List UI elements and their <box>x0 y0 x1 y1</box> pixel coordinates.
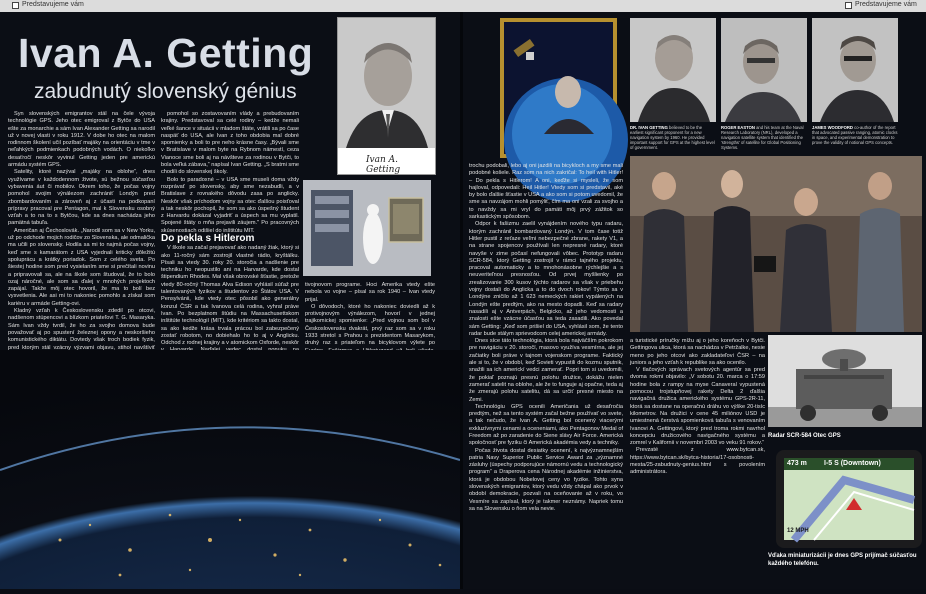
portrait-woodford <box>812 18 898 122</box>
paragraph: pomohol so zostavovaním vlády a prebudovaním krajiny. Predstavoval sa celé rodiny – kedže nemali veľké šance v situácii v mladom štáte, vrátili sa po čase naspäť do USA, ale Ivan z toho obdobia mal dobré spomienky a boli to pre neho krásne časy. „Bývali sme v Bratislave v malom byte na Rybnom námestí, ceza Vianoce sme boli aj na návšteve za rodinou v Bytči, to bola veľká zábava,“ napísal Ivan Getting. „S bratmi sme chodili do slovenskej školy. <box>161 111 299 176</box>
caption-text: believed to be the earliest significant proponent for a new navigation system by 1960. He provided important support for GPS at the highest level of government. <box>630 125 715 150</box>
column-1 <box>8 111 155 351</box>
portrait-illustration <box>338 18 435 174</box>
caption-text: and his team at the Naval Research Laboratory (NRL), developed a navigation satellite system that identified the 'strengths' of satellite for Global Positioning Systems. <box>721 125 804 150</box>
paragraph: trochu podobali, lebo aj oni jazdili na bicykloch a my sme mali podobné košele. Raz som na nich zakričal: To heil with Hitler! – Do pekla s Hitlerom! A oni, keďže si mysleli, že som hajloval, odpovedali: Heil Hitler! Vtedy som si predstavil, aké by bolo ďalšie šťastie v USA a ako som si potom uvedomil, že sme sa navzájom mohli pomýliť, čím ma oni vzali za svojho a to navždy sa mi vryl do pamäti môj prvý zážitok so sarkastickým spôsobom. <box>469 163 623 221</box>
article-title: Ivan A. Getting <box>18 30 314 76</box>
paragraph: Odpor k fašizmu zaelil vynájdením nového typu radaru, ktorým zachránil bombardovaný Londýn. V tom čase totiž Hitler pustil z reťaze veľmi nebezpečné zbrane, rakety V1, a na strane spojencov používali len nepresné radary, ktoré navyše v zime počasí nefungovali vôbec. Prototyp radaru SCR-584, ktorý Getting zostrojil v rámci tajného projektu, pracoval automaticky a to mnohonásobne rýchlejšie a s neuveriteľnou presnosťou. Od prvej myšlienky po zrealizovanie 300 kusov týchto radarov sa však v priebehu vojny dostali do Anglicka a to do dvoch rokov! Týmto sa v Londýne zničilo až 1 623 nemeckých rakiet vypálených na Londýn ešte predtým, ako na mesto dopadli. Keď sa radary nasadili aj v Antverpách, Belgicko, až jeho vedomosti a znalosti ešte vzácne účasťou sa teda zasadili. Ako povedal sám Getting: „Keď som prišiel do USA, vyhlásil som, že tento radar bude stálym sprievodcom celej americkej armády. <box>469 221 623 337</box>
caption-getting <box>630 125 716 150</box>
paragraph: Američan aj Čechoslovák. „Narodil som sa v New Yorku, už po odchode mojich rodičov zo Slovenska, ale odmalička ma učili po slovensky. Hodila sa mi to najmä počas vojny, keď sme s kamarátom z USA vyjednali kriticky dôležitú spoluprácu a krátky poriadok. Som z celého sveta. Po šiestej hodine som pred vysielaním sme si prečítali novinu a pripravovali sa, ale na škole som študoval, že to bolo ozaj náročné, ale som sa ďalej v mnohých projektoch zapájal. Takže môj otec hovoril, že ma to bolí bez vysvetlenia. Ale asi mi to nakoniec pomohlo a získal som kariéru v armáde Getting-ovi. <box>8 227 155 307</box>
paragraph: Prevzaté z www.bytcan.sk, https://www.bytcan.sk/bytca-historia/17-osobnosti-mesta/25-zabudnuty-genius.html s povolením administrátora. <box>630 447 765 476</box>
article-subtitle: zabudnutý slovenský génius <box>34 80 297 103</box>
paragraph: Kladný vzťah k Československu zdedil po otcovi, nadšenom stúpencovi a blízkom priateľovi T. G. Masaryka. Sám Ivan vždy tvrdil, že ho za svojho domova bude považovať aj po spustení železnej opony a neskoršieho komunistického diktátu. Dovtedy však troch bodiek fyzik, pred ktorým stál vzácny výzvami objavu, stihol navštíviť <box>8 308 155 351</box>
portrait-3-illustration <box>721 18 807 122</box>
caption-woodford <box>812 125 898 145</box>
column-4 <box>469 163 623 589</box>
paragraph: V tlačových správach svetových agentúr sa pred dvoma rokmi objavilo: „V sobotu 20. marca o 17:59 hodine bola z rampy na myse Canaveral vypustená pomocou trojstupňovej rakety Delta 2 ďalšia navigačná družica amerického systému GPS-2R-11, ktorá sa dostane na operačnú dráhu vo výške 20-tisíc kilometrov. Na družici v cene 45 miliónov USD je umiestnená čerstvá spomienková tabuľa s venovaním Ivanovi A. Gettingovi, ktorý pred troma rokmi navrhol koncepciu družicového navigačného systému a zomrel v Kalifornii v novembri 2003 vo veku 91 rokov.“ <box>630 367 765 447</box>
paragraph: V škole sa začal prejavovať ako nadaný žiak, ktorý si ako 11-ročný sám zostrojil vlastné rádio, kryštálku. Písali sa vtedy 30. roky 20. storočia a nadšenie pre techniku ho neopustilo ani na Harvarde, kde dostal štipendium Rhodes. Mal však obrovské šťastie, pretože vtedy 80-ročný Thomas Alva Edison vyhlásil súťaž pre talentovaných fyzikov a študentov zo Štátov USA. V Pensylvánii, kde vtedy otec pôsobil ako generálny konzul ČSR a tak Ivanova celá rodina, vyhral práve Ivan. Po bezplatnom štúdiu na Massachusettskom inštitúte technológií (MIT), kde kritériom sa takto dostal, sa ako kedže krása trvala prácou bol zabezpečený zostať robotom, no dobiehalo ho to aj v Anglicku. Odchod z rodnej krajiny a v atomickom Oxforde, neskôr <box>161 245 299 347</box>
caption-name: DR. IVAN GETTING <box>630 125 668 130</box>
section-heading: Do pekla s Hitlerom <box>161 233 255 244</box>
gps-street: I-5 S (Downtown) <box>824 460 881 467</box>
portrait-2-illustration <box>630 18 716 122</box>
gps-device-photo <box>776 450 922 548</box>
radar-caption: Radar SCR-584 Otec GPS <box>768 433 841 439</box>
group-photo <box>630 156 922 332</box>
gps-distance: 473 m <box>787 460 807 467</box>
top-bar <box>0 0 926 12</box>
header-marker-right <box>845 2 852 9</box>
paragraph: Bolo to paradoxné – v USA sme museli doma vždy rozprávať po slovensky, aby sme nezabudli, a v Bratislave z rovnakého dôvodu zasa po anglicky. Neskôr však príchodom vojny sa otec ďalšou poisťoval a tak neskôr pochopil, že som sa ako úspešný študent z Harvardu dokázal vyjadriť a úspech sa mu vyplatil. Spojené štáty o mňa prejavili záujem." Po pracovných skúsenostiach odišiel do inštitútu MIT. <box>161 176 299 234</box>
paragraph: Satelity, ktoré nazýval „majáky na oblohe“, dnes využívame v každodennom živote, sú bežnou súčasťou vybavenia áut či mobilov. Okrem toho, že počas vojny pomohol svojim výnálezom zachrániť Londýn pred zbombardovaním a zároveň aj z účasti na podkopaní prípravy pracoval pre Pentagon, mal k Slovensku osobný vzťah a to na to s Bytčou, kde sa dnes nachádza jeho pamätná tabuľa. <box>8 169 155 227</box>
gps-speed: 12 MPH <box>787 528 809 534</box>
paragraph: Počas života dostal desiatky ocenení, k najvýznamnejším patria Navy Superior Public Service Award za „významné zásluhy (úspechy podporujúce námornú vedu a technologický program“ a Draperova cena Národnej akadémie inžinierstva, ktorá je obdobou Nobelovej ceny vo fyzike. Tohto syna slovenských emigrantov, ktorý vedu vždy chápal ako prvok v období demokracie, pozvali na oceňovanie až v roku, vo Vesmíre sa zapísal, ktorý je takmer neznámy. Napriek tomu sa na Slovensku o ňom vela nevie. <box>469 447 623 512</box>
column-2-bottom <box>161 231 299 365</box>
paragraph: tivojnovom programe. Hoci Amerika vtedy ešte nebola vo vojne – písal sa rok 1940 – Ivan vtedy prijal. <box>305 282 435 303</box>
satellite-painting <box>500 18 617 158</box>
paragraph: a turistické príručky mížu aj o jeho koreňoch v Bytči. Gettingova ulica, ktorá sa nachádza v Petržalke, nesie meno po jeho otcovi ako zakladateľovi ČSR – na juniors a jeho vzťah k republike sa ako ocenilo. <box>630 338 765 366</box>
column-2-top <box>161 111 299 234</box>
satellite-illustration <box>504 22 613 154</box>
right-page <box>463 12 926 589</box>
portrait-signature: Ivan A. Getting <box>366 155 401 175</box>
caption-text: co-author of the report that advocated passive ranging, atomic clocks in space, and experimental demonstration to prove the validity of notional GPS concepts. <box>812 125 898 145</box>
paragraph: O dôvodoch, ktoré ho nakoniec doviedli až k protivojnovým výnálezom, hovorí v jednej trajikomickej spomienke: „Pred vojnou som bol v Československu dvakrát, prvý raz som sa v roku 1933 stretol s Prahou s prezidentom Masarykom, druhý raz s priateľom na bicyklovom výlete po <box>305 303 435 347</box>
earth-night-image <box>0 350 460 589</box>
getting-portrait <box>337 17 436 175</box>
earth-illustration <box>0 350 460 589</box>
left-page <box>0 12 460 589</box>
paragraph: Syn slovenských emigrantov stál na čele vývoja technológie GPS. Jeho otec emigroval z Bytče do USA ešte za monarchie a sám Ivan Alexander Getting sa narodil už v novej vlasti v roku 1912. V dobe ho otec na malom rodinnom školení učil pozíbať majáky na orientáciu v tme v neľahkých podmienkach podobných vodách. O niekoľko desaťročí neskôr vyvinul Getting jeden pre americkú armádu systém GPS. <box>8 111 155 169</box>
caption-easton <box>721 125 807 150</box>
paragraph: Technológiu GPS ocenili Američania už desaťročia predtým, než sa tento systém začal bežne používať vo svete, a tak nečudo, že Ivan A. Getting bol ocenený viacerými exkluzívnymi cenami a oceneniami, ako Pentagonov Medal of Freedom až po zaradenie do Siene slávy Air Force. Americká spoločnosť pre fyziku či Americká akadémia vedy a techniky. <box>469 403 623 447</box>
caption-name: ROGER EASTON <box>721 125 755 130</box>
portrait-getting-2 <box>630 18 716 122</box>
gps-screen <box>784 458 914 540</box>
caption-name: JAMES WOODFORD <box>812 125 853 130</box>
radar-photo <box>768 335 922 427</box>
gps-caption: Vďaka miniaturizácii je dnes GPS prijímač súčasťou každého telefónu. <box>768 553 917 567</box>
plaque-photo <box>303 180 431 276</box>
portrait-easton <box>721 18 807 122</box>
header-tag-right: Predstavujeme vám <box>855 1 917 8</box>
paragraph: Dnes síce táto technológia, ktorá bola najväčším pokrokom pre navigáciu v 20. storočí, masovo využíva vesmírna, ale jej začiatky boli práve v tajnom vojenskom programe. Faktický ale si to, že v období, keď Sovieti vypustili do kozmu sputnik, snažili sa ich americkí vedci zamerať. Popri tom si uvedomili, že pokiaľ poznajú presnú polohu družice, dokážu nielen zamerať satelit na oblohe, ale že to funguje aj opačne, teda aj že zmerajú polohu satelitu, dá sa určiť presné miesto na Zemi. <box>469 338 623 403</box>
group-illustration <box>630 156 922 332</box>
column-5 <box>630 338 765 488</box>
portrait-4-illustration <box>812 18 898 122</box>
header-tag-left: Predstavujeme vám <box>22 1 84 8</box>
plaque-illustration <box>303 180 431 276</box>
header-marker-left <box>12 2 19 9</box>
radar-illustration <box>768 335 922 427</box>
